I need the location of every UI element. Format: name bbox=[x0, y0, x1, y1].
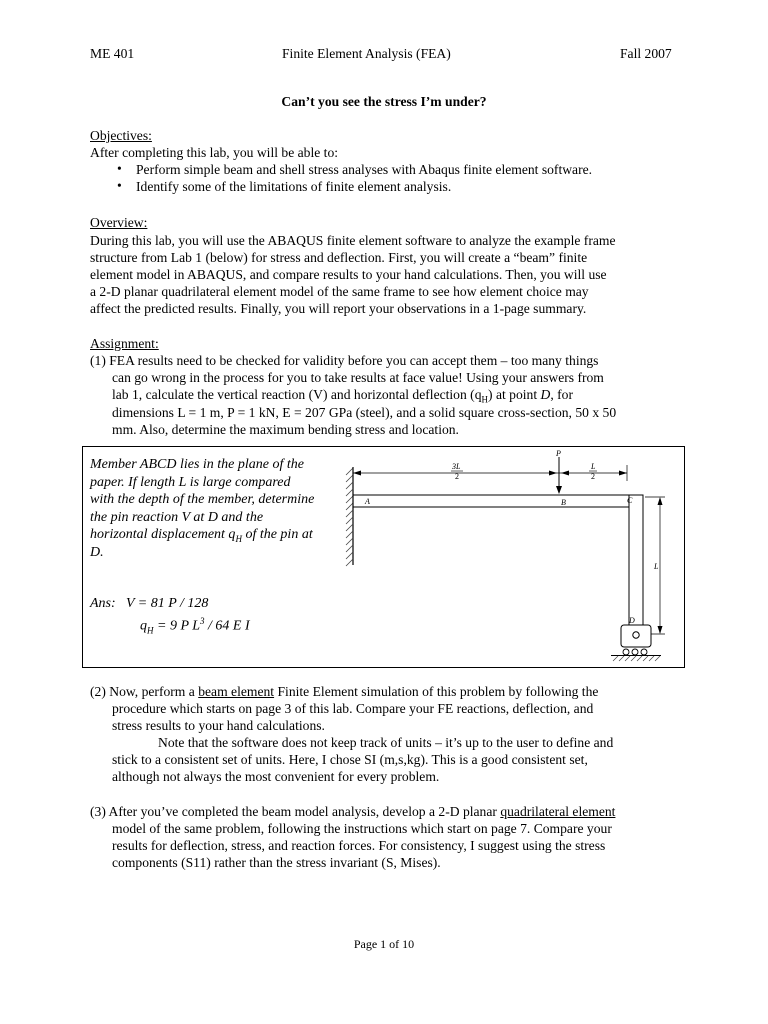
answer-v: V = 81 P / 128 bbox=[126, 596, 209, 611]
item2-line: (2) Now, perform a beam element Finite Element simulation of this problem by following the bbox=[90, 684, 599, 699]
beam-element-link: beam element bbox=[198, 684, 275, 699]
answer-qh: $q_H = 9$ P $L^3 / 64$ E I bbox=[140, 616, 250, 636]
objective-item: Identify some of the limitations of finite element analysis. bbox=[136, 179, 452, 194]
problem-text-line: D. bbox=[90, 545, 104, 560]
item2-line: Note that the software does not keep track of units – it’s up to the user to define and bbox=[158, 735, 614, 750]
item3-line: components (S11) rather than the stress invariant (S, Mises). bbox=[112, 855, 441, 870]
overview-line: element model in ABAQUS, and compare results to your hand calculations. Then, you will use bbox=[90, 267, 607, 282]
problem-text-line: horizontal displacement $q_H$ of the pin at bbox=[90, 527, 313, 544]
problem-box bbox=[82, 446, 685, 668]
label-a: A bbox=[365, 497, 370, 506]
overview-line: affect the predicted results. Finally, you will report your observations in a 1-page summary. bbox=[90, 301, 587, 316]
item3-line: (3) After you’ve completed the beam model analysis, develop a 2-D planar quadrilateral element bbox=[90, 804, 616, 819]
item2-line: procedure which starts on page 3 of this lab. Compare your FE reactions, deflection, and bbox=[112, 701, 594, 716]
item1-line: (1) FEA results need to be checked for validity before you can accept them – too many things bbox=[90, 353, 599, 368]
item1-line: mm. Also, determine the maximum bending stress and location. bbox=[112, 422, 459, 437]
roller-icon bbox=[632, 649, 638, 655]
item1-line: dimensions L = 1 m, P = 1 kN, E = 207 GPa (steel), and a solid square cross-section, 50 x 50 bbox=[112, 405, 617, 420]
item2-line: stress results to your hand calculations. bbox=[112, 718, 325, 733]
pin-icon bbox=[633, 632, 639, 638]
beam-vertical bbox=[629, 495, 643, 635]
objective-item: Perform simple beam and shell stress analyses with Abaqus finite element software. bbox=[136, 162, 593, 177]
label-c: C bbox=[627, 496, 633, 505]
overview-heading: Overview: bbox=[90, 215, 148, 230]
ground-hatch bbox=[613, 656, 660, 661]
label-3l-den: 2 bbox=[455, 472, 459, 481]
label-l2-den: 2 bbox=[591, 472, 595, 481]
objectives-heading: Objectives: bbox=[90, 128, 152, 143]
assignment-heading: Assignment: bbox=[90, 336, 159, 351]
answer-label: Ans: bbox=[90, 596, 116, 611]
problem-text-line: with the depth of the member, determine bbox=[90, 492, 315, 507]
frame-diagram bbox=[343, 447, 683, 667]
label-l: L bbox=[654, 562, 659, 571]
item2-line: stick to a consistent set of units. Here, I chose SI (m,s,kg). This is a good consistent set, bbox=[112, 752, 588, 767]
problem-text-line: paper. If length L is large compared bbox=[90, 475, 291, 490]
document-title: Can’t you see the stress I’m under? bbox=[281, 94, 487, 109]
problem-text-line: the pin reaction V at D and the bbox=[90, 510, 264, 525]
wall-hatch bbox=[346, 468, 353, 566]
course-code: ME 401 bbox=[90, 46, 135, 61]
bullet-marker: • bbox=[117, 178, 122, 193]
overview-line: structure from Lab 1 (below) for stress and deflection. First, you will create a “beam” finite bbox=[90, 250, 588, 265]
label-d: D bbox=[629, 616, 635, 625]
quadrilateral-element-link: quadrilateral element bbox=[500, 804, 616, 819]
label-3l: 3L bbox=[452, 462, 461, 471]
roller-icon bbox=[623, 649, 629, 655]
beam-horizontal bbox=[353, 495, 643, 507]
objectives-intro: After completing this lab, you will be able to: bbox=[90, 145, 339, 160]
item1-line: can go wrong in the process for you to take results at face value! Using your answers from bbox=[112, 370, 604, 385]
item3-line: model of the same problem, following the instructions which start on page 7. Compare your bbox=[112, 821, 612, 836]
problem-text-line: Member ABCD lies in the plane of the bbox=[90, 457, 304, 472]
label-b: B bbox=[561, 498, 566, 507]
course-title: Finite Element Analysis (FEA) bbox=[282, 46, 451, 61]
roller-icon bbox=[641, 649, 647, 655]
label-p: P bbox=[556, 449, 561, 458]
item1-line: lab 1, calculate the vertical reaction (V) and horizontal deflection $(q_H)$ at point D, for bbox=[112, 387, 573, 405]
item2-line: although not always the most convenient for every problem. bbox=[112, 769, 440, 784]
term: Fall 2007 bbox=[620, 46, 672, 61]
label-l2: L bbox=[591, 462, 596, 471]
overview-line: a 2-D planar quadrilateral element model of the same frame to see how element choice may bbox=[90, 284, 589, 299]
page-number: Page 1 of 10 bbox=[353, 937, 415, 951]
overview-line: During this lab, you will use the ABAQUS finite element software to analyze the example frame bbox=[90, 233, 616, 248]
bullet-marker: • bbox=[117, 161, 122, 176]
item3-line: results for deflection, stress, and reaction forces. For consistency, I suggest using the stress bbox=[112, 838, 606, 853]
